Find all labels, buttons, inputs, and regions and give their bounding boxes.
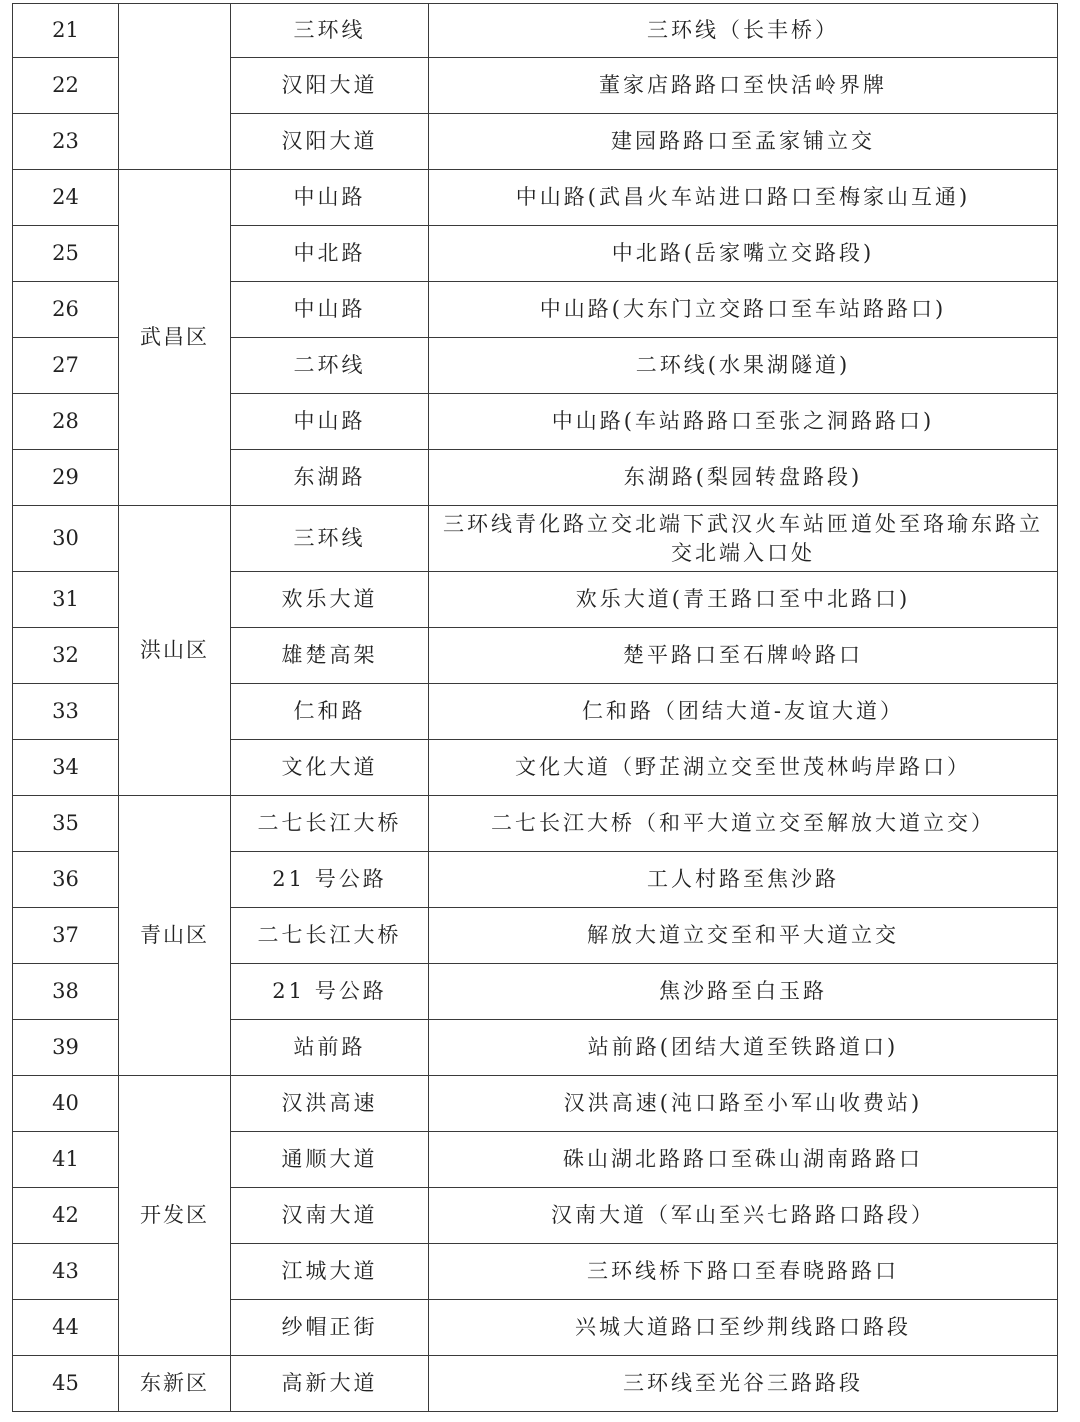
row-number-cell: 29 bbox=[13, 450, 119, 506]
row-number-cell: 33 bbox=[13, 684, 119, 740]
road-section-cell: 三环线至光谷三路路段 bbox=[429, 1356, 1058, 1412]
row-number-cell: 31 bbox=[13, 572, 119, 628]
row-number-cell: 40 bbox=[13, 1076, 119, 1132]
district-cell: 开发区 bbox=[119, 1076, 231, 1356]
table-body bbox=[13, 4, 1058, 1412]
road-name-cell: 欢乐大道 bbox=[231, 572, 429, 628]
road-name-cell: 江城大道 bbox=[231, 1244, 429, 1300]
row-number-cell: 27 bbox=[13, 338, 119, 394]
row-number-cell: 43 bbox=[13, 1244, 119, 1300]
row-number-cell: 23 bbox=[13, 114, 119, 170]
road-section-cell: 欢乐大道(青王路口至中北路口) bbox=[429, 572, 1058, 628]
road-name-cell: 通顺大道 bbox=[231, 1132, 429, 1188]
road-section-table bbox=[12, 3, 1058, 1412]
road-name-cell: 汉洪高速 bbox=[231, 1076, 429, 1132]
table-row bbox=[13, 1076, 1058, 1132]
table-row bbox=[13, 170, 1058, 226]
row-number-cell: 21 bbox=[13, 4, 119, 58]
road-section-cell: 焦沙路至白玉路 bbox=[429, 964, 1058, 1020]
row-number-cell: 25 bbox=[13, 226, 119, 282]
road-section-cell: 董家店路路口至快活岭界牌 bbox=[429, 58, 1058, 114]
road-name-cell: 纱帽正街 bbox=[231, 1300, 429, 1356]
road-name-cell: 二七长江大桥 bbox=[231, 908, 429, 964]
table-row bbox=[13, 4, 1058, 58]
road-name-cell: 中北路 bbox=[231, 226, 429, 282]
road-section-cell: 东湖路(梨园转盘路段) bbox=[429, 450, 1058, 506]
road-name-cell: 二环线 bbox=[231, 338, 429, 394]
table-row bbox=[13, 796, 1058, 852]
road-name-cell: 文化大道 bbox=[231, 740, 429, 796]
district-cell: 洪山区 bbox=[119, 506, 231, 796]
row-number-cell: 38 bbox=[13, 964, 119, 1020]
road-name-cell: 21 号公路 bbox=[231, 852, 429, 908]
road-name-cell: 仁和路 bbox=[231, 684, 429, 740]
road-section-cell: 中山路(车站路路口至张之洞路路口) bbox=[429, 394, 1058, 450]
row-number-cell: 37 bbox=[13, 908, 119, 964]
road-name-cell: 站前路 bbox=[231, 1020, 429, 1076]
row-number-cell: 35 bbox=[13, 796, 119, 852]
road-name-cell: 中山路 bbox=[231, 282, 429, 338]
road-section-cell: 汉南大道（军山至兴七路路口路段） bbox=[429, 1188, 1058, 1244]
road-section-cell: 三环线青化路立交北端下武汉火车站匝道处至珞瑜东路立交北端入口处 bbox=[429, 506, 1058, 572]
road-name-cell: 21 号公路 bbox=[231, 964, 429, 1020]
road-name-cell: 东湖路 bbox=[231, 450, 429, 506]
road-section-cell: 二环线(水果湖隧道) bbox=[429, 338, 1058, 394]
road-section-cell: 汉洪高速(沌口路至小军山收费站) bbox=[429, 1076, 1058, 1132]
row-number-cell: 36 bbox=[13, 852, 119, 908]
district-cell bbox=[119, 4, 231, 170]
road-section-cell: 中山路(大东门立交路口至车站路路口) bbox=[429, 282, 1058, 338]
road-section-cell: 三环线桥下路口至春晓路路口 bbox=[429, 1244, 1058, 1300]
row-number-cell: 26 bbox=[13, 282, 119, 338]
road-name-cell: 二七长江大桥 bbox=[231, 796, 429, 852]
road-section-cell: 二七长江大桥（和平大道立交至解放大道立交） bbox=[429, 796, 1058, 852]
road-name-cell: 汉南大道 bbox=[231, 1188, 429, 1244]
road-section-cell: 工人村路至焦沙路 bbox=[429, 852, 1058, 908]
row-number-cell: 30 bbox=[13, 506, 119, 572]
road-section-cell: 三环线（长丰桥） bbox=[429, 4, 1058, 58]
district-cell: 武昌区 bbox=[119, 170, 231, 506]
road-section-cell: 兴城大道路口至纱荆线路口路段 bbox=[429, 1300, 1058, 1356]
row-number-cell: 22 bbox=[13, 58, 119, 114]
table-row bbox=[13, 506, 1058, 572]
row-number-cell: 39 bbox=[13, 1020, 119, 1076]
road-section-cell: 文化大道（野芷湖立交至世茂林屿岸路口） bbox=[429, 740, 1058, 796]
row-number-cell: 45 bbox=[13, 1356, 119, 1412]
row-number-cell: 28 bbox=[13, 394, 119, 450]
road-name-cell: 三环线 bbox=[231, 4, 429, 58]
table-row bbox=[13, 1356, 1058, 1412]
row-number-cell: 32 bbox=[13, 628, 119, 684]
row-number-cell: 42 bbox=[13, 1188, 119, 1244]
row-number-cell: 44 bbox=[13, 1300, 119, 1356]
road-section-cell: 建园路路口至孟家铺立交 bbox=[429, 114, 1058, 170]
road-section-cell: 站前路(团结大道至铁路道口) bbox=[429, 1020, 1058, 1076]
row-number-cell: 41 bbox=[13, 1132, 119, 1188]
road-section-cell: 解放大道立交至和平大道立交 bbox=[429, 908, 1058, 964]
row-number-cell: 24 bbox=[13, 170, 119, 226]
road-name-cell: 中山路 bbox=[231, 170, 429, 226]
road-name-cell: 雄楚高架 bbox=[231, 628, 429, 684]
road-section-cell: 中山路(武昌火车站进口路口至梅家山互通) bbox=[429, 170, 1058, 226]
road-name-cell: 高新大道 bbox=[231, 1356, 429, 1412]
district-cell: 东新区 bbox=[119, 1356, 231, 1412]
road-name-cell: 中山路 bbox=[231, 394, 429, 450]
district-cell: 青山区 bbox=[119, 796, 231, 1076]
row-number-cell: 34 bbox=[13, 740, 119, 796]
road-section-cell: 中北路(岳家嘴立交路段) bbox=[429, 226, 1058, 282]
road-name-cell: 三环线 bbox=[231, 506, 429, 572]
road-section-cell: 硃山湖北路路口至硃山湖南路路口 bbox=[429, 1132, 1058, 1188]
road-section-cell: 仁和路（团结大道-友谊大道） bbox=[429, 684, 1058, 740]
road-name-cell: 汉阳大道 bbox=[231, 58, 429, 114]
road-section-cell: 楚平路口至石牌岭路口 bbox=[429, 628, 1058, 684]
road-name-cell: 汉阳大道 bbox=[231, 114, 429, 170]
